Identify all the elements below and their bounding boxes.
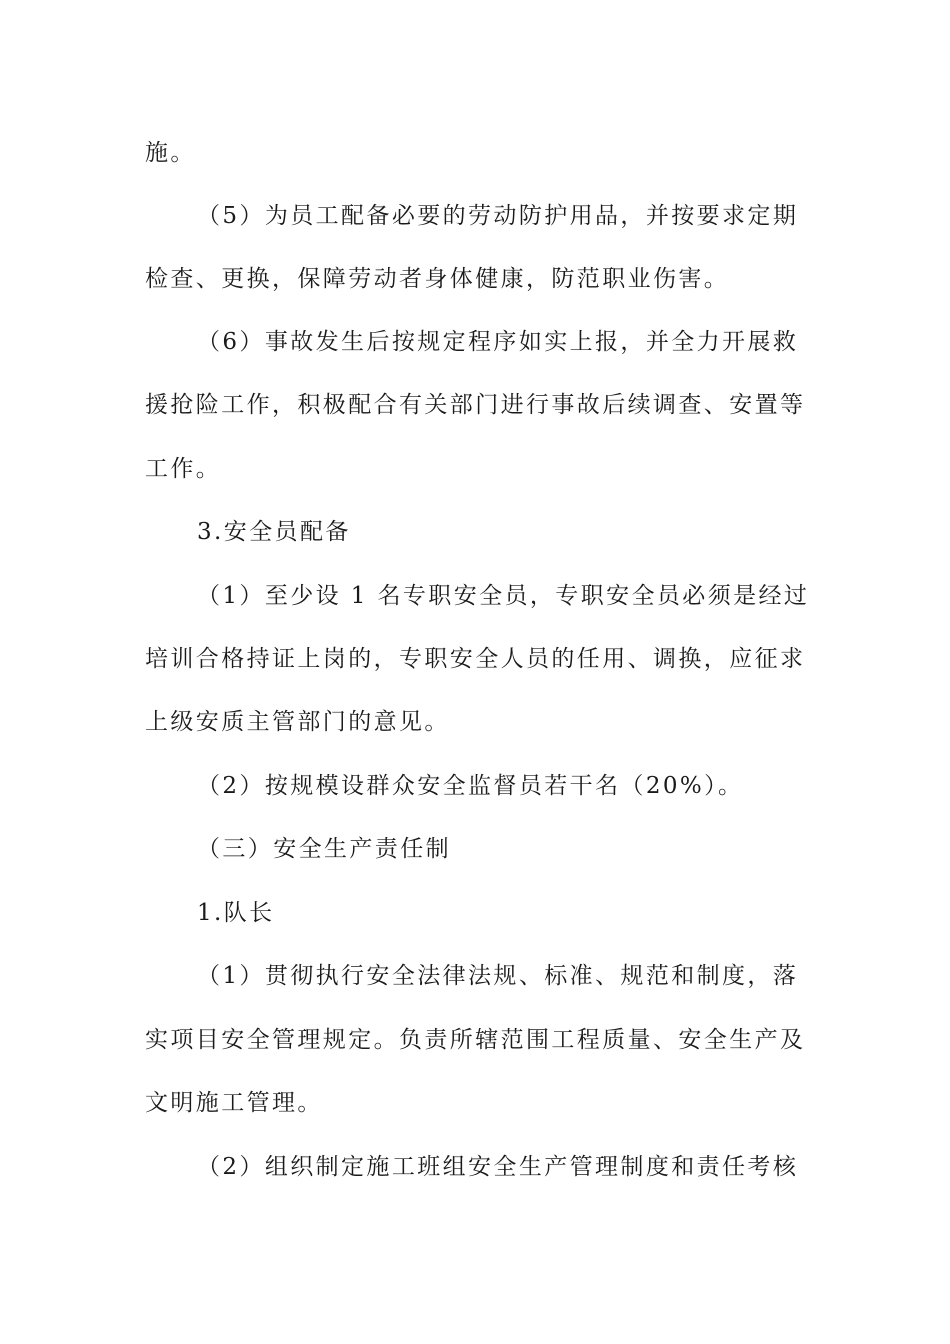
text-line: 上级安质主管部门的意见。 [145,709,450,735]
text-line: （5）为员工配备必要的劳动防护用品，并按要求定期 [197,203,799,229]
text-line: 检查、更换，保障劳动者身体健康，防范职业伤害。 [145,266,730,292]
text-line: （1）至少设 1 名专职安全员，专职安全员必须是经过 [197,583,810,609]
text-line: （1）贯彻执行安全法律法规、标准、规范和制度，落 [197,963,799,989]
text-line: 培训合格持证上岗的，专职安全人员的任用、调换，应征求 [145,646,806,672]
text-line: （6）事故发生后按规定程序如实上报，并全力开展救 [197,329,799,355]
text-line: 工作。 [145,456,222,482]
text-line: （2）按规模设群众安全监督员若干名（20%）。 [197,773,744,799]
section-heading: （三）安全生产责任制 [197,836,451,862]
text-line: 施。 [145,140,196,166]
text-line: 文明施工管理。 [145,1090,323,1116]
section-heading: 3.安全员配备 [197,519,351,545]
text-line: 实项目安全管理规定。负责所辖范围工程质量、安全生产及 [145,1027,806,1053]
text-line: （2）组织制定施工班组安全生产管理制度和责任考核 [197,1154,799,1180]
section-heading: 1.队长 [197,900,275,926]
text-line: 援抢险工作，积极配合有关部门进行事故后续调查、安置等 [145,392,806,418]
